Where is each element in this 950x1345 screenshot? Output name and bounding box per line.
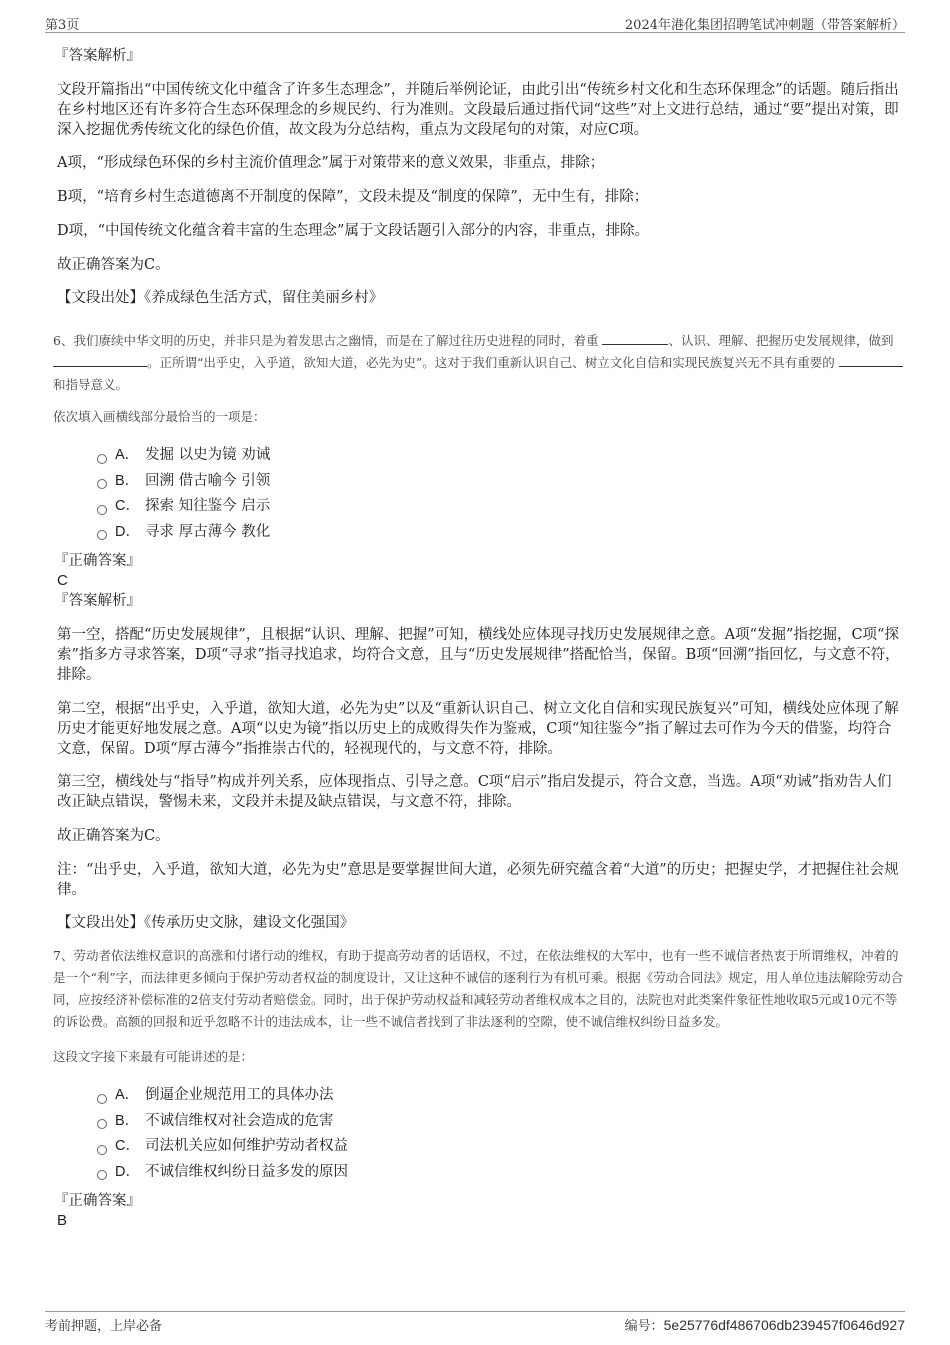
document-title: 2024年港化集团招聘笔试冲刺题（带答案解析）	[624, 18, 905, 33]
option-a[interactable]: A． 发掘 以史为镜 劝诫	[97, 443, 905, 469]
radio-icon[interactable]	[97, 1119, 107, 1129]
document-id-value: 5e25776df486706db239457f0646d927	[663, 1317, 905, 1333]
answer-conclusion: 故正确答案为C。	[57, 257, 170, 273]
option-d[interactable]: D． 寻求 厚古薄今 教化	[97, 520, 905, 546]
analysis-label: 『答案解析』	[54, 48, 141, 64]
question-6-text: 6、我们赓续中华文明的历史，并非只是为着发思古之幽情，而是在了解过往历史进程的同时，着重 、认识、理解、把握历史发展规律，做到 。正所谓“出乎史，入乎道，欲知大道，必先为史”。这对于我们重新认识自己、树立文化自信和实现民族复兴无不具有重要的 和指导意义。	[53, 330, 905, 396]
question-7-options	[97, 1083, 905, 1185]
radio-icon[interactable]	[97, 1145, 107, 1155]
fill-blank	[602, 330, 668, 345]
fill-blank	[839, 352, 903, 367]
radio-icon[interactable]	[97, 530, 107, 540]
option-b[interactable]: B． 不诚信维权对社会造成的危害	[97, 1109, 905, 1135]
option-b[interactable]: B． 回溯 借古喻今 引领	[97, 469, 905, 495]
option-c[interactable]: C． 探索 知往鉴今 启示	[97, 494, 905, 520]
correct-answer-label: 『正确答案』	[54, 553, 141, 569]
radio-icon[interactable]	[97, 1094, 107, 1104]
question-6-prompt: 依次填入画横线部分最恰当的一项是：	[53, 409, 266, 424]
radio-icon[interactable]	[97, 479, 107, 489]
correct-answer: C	[57, 572, 68, 589]
correct-answer-label: 『正确答案』	[54, 1193, 141, 1209]
option-c[interactable]: C． 司法机关应如何维护劳动者权益	[97, 1134, 905, 1160]
note-paragraph: 注：“出乎史，入乎道，欲知大道，必先为史”意思是要掌握世间大道，必须先研究蕴含着“大道”的历史；把握史学，才把握住社会规律。	[57, 862, 899, 898]
page-footer	[45, 1311, 905, 1335]
source-citation: 【文段出处】《传承历史文脉，建设文化强国》	[57, 915, 355, 931]
document-id	[625, 1315, 905, 1334]
analysis-paragraph: 第三空，横线处与“指导”构成并列关系，应体现指点、引导之意。C项“启示”指启发提示，符合文意，当选。A项“劝诫”指劝告人们改正缺点错误，警惕未来，文段并未提及缺点错误，与文意不符，排除。	[57, 774, 892, 810]
analysis-paragraph: 第一空，搭配“历史发展规律”，且根据“认识、理解、把握”可知，横线处应体现寻找历史发展规律之意。A项“发掘”指挖掘，C项“探索”指多方寻求答案，D项“寻求”指寻找追求，均符合文意，且与“历史发展规律”搭配恰当，保留。B项“回溯”指回忆，与文意不符，排除。	[57, 627, 900, 683]
analysis-paragraph: A项，“形成绿色环保的乡村主流价值理念”属于对策带来的意义效果，非重点，排除；	[57, 155, 605, 171]
page-content	[53, 46, 905, 1231]
analysis-paragraph: 文段开篇指出“中国传统文化中蕴含了许多生态理念”，并随后举例论证，由此引出“传统乡村文化和生态环保理念”的话题。随后指出在乡村地区还有许多符合生态环保理念的乡规民约、行为准则。文段最后通过指代词“这些”对上文进行总结，通过“要”提出对策，即深入挖掘优秀传统文化的绿色价值，故文段为分总结构，重点为文段尾句的对策，对应C项。	[57, 82, 899, 138]
analysis-label: 『答案解析』	[54, 593, 141, 609]
analysis-paragraph: 第二空，根据“出乎史，入乎道，欲知大道，必先为史”以及“重新认识自己、树立文化自信和实现民族复兴”可知，横线处应体现了解历史才能更好地发展之意。A项“以史为镜”指以历史上的成败得失作为鉴戒，C项“知往鉴今”指了解过去可作为今天的借鉴，均符合文意，保留。D项“厚古薄今”指推崇古代的，轻视现代的，与文意不符，排除。	[57, 701, 899, 757]
source-citation: 【文段出处】《养成绿色生活方式，留住美丽乡村》	[57, 290, 384, 306]
page-number: 第3页	[45, 18, 80, 33]
answer-conclusion: 故正确答案为C。	[57, 828, 170, 844]
page-header	[45, 14, 905, 33]
document-id-label: 编号：	[624, 1319, 664, 1334]
question-7-prompt: 这段文字接下来最有可能讲述的是：	[53, 1049, 254, 1064]
analysis-paragraph: B项，“培育乡村生态道德离不开制度的保障”，文段未提及“制度的保障”，无中生有，排除；	[57, 189, 649, 205]
question-6-options	[97, 443, 905, 545]
fill-blank	[53, 352, 147, 367]
option-a[interactable]: A． 倒逼企业规范用工的具体办法	[97, 1083, 905, 1109]
radio-icon[interactable]	[97, 454, 107, 464]
analysis-paragraph: D项，“中国传统文化蕴含着丰富的生态理念”属于文段话题引入部分的内容，非重点，排除。	[57, 223, 649, 239]
correct-answer: B	[57, 1212, 68, 1229]
footer-slogan: 考前押题，上岸必备	[45, 1319, 163, 1334]
radio-icon[interactable]	[97, 505, 107, 515]
question-7-text: 7、劳动者依法维权意识的高涨和付诸行动的维权，有助于提高劳动者的话语权，不过，在依法维权的大军中，也有一些不诚信者热衷于所谓维权，冲着的是一个“利”字，而法律更多倾向于保护劳动者权益的制度设计，又让这种不诚信的逐利行为有机可乘。根据《劳动合同法》规定，用人单位违法解除劳动合同，应按经济补偿标准的2倍支付劳动者赔偿金。同时，出于保护劳动权益和减轻劳动者维权成本之目的，法院也对此类案件象征性地收取5元或10元不等的诉讼费。高额的回报和近乎忽略不计的违法成本，让一些不诚信者找到了非法逐利的空隙，使不诚信维权纠纷日益多发。	[53, 948, 904, 1029]
radio-icon[interactable]	[97, 1170, 107, 1180]
option-d[interactable]: D． 不诚信维权纠纷日益多发的原因	[97, 1160, 905, 1186]
